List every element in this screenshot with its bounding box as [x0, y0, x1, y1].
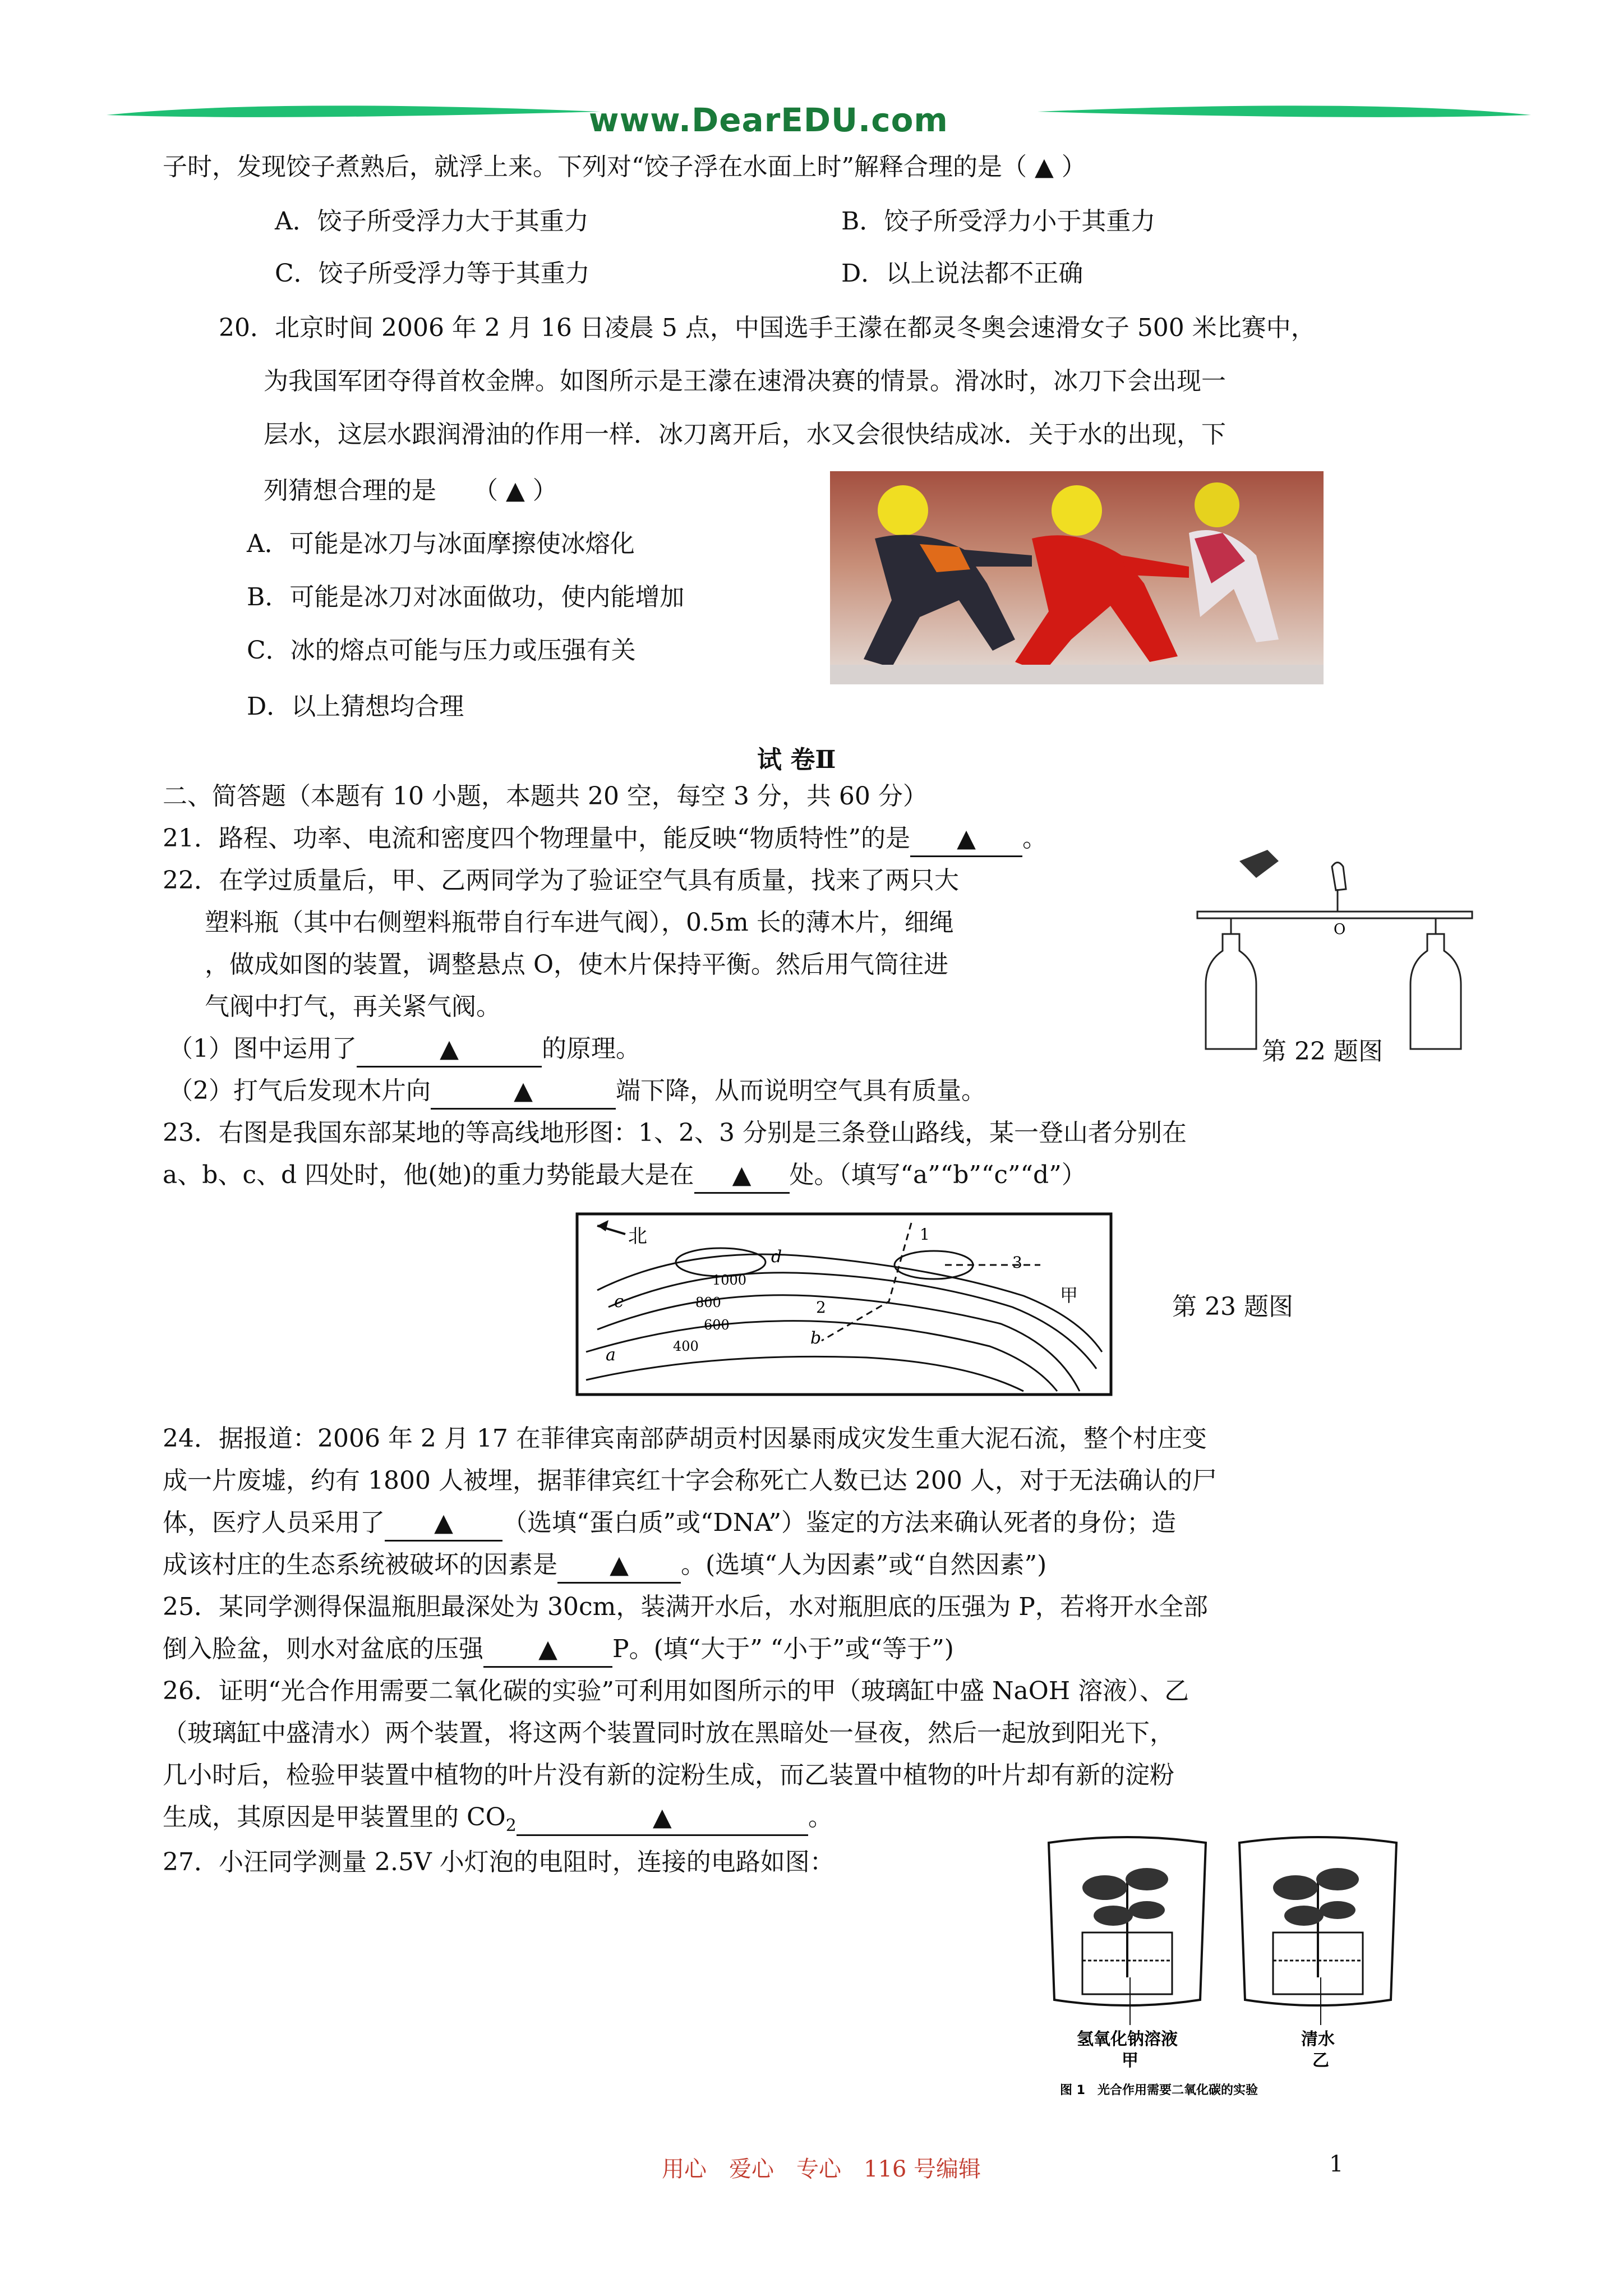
q20-option-c: C．冰的熔点可能与压力或压强有关 [247, 636, 636, 665]
q19-option-a: A．饺子所受浮力大于其重力 [275, 207, 589, 236]
q20-line-2: 为我国军团夺得首枚金牌。如图所示是王濛在速滑决赛的情景。滑冰时，冰刀下会出现一 [264, 367, 1226, 395]
q20-option-d: D．以上猜想均合理 [247, 692, 464, 721]
q22-sub-2: （2）打气后发现木片向 ▲ 端下降，从而说明空气具有质量。 [168, 1074, 986, 1110]
q19-option-d: D．以上说法都不正确 [841, 259, 1083, 288]
q24-line-4: 成该村庄的生态系统被破坏的因素是 ▲ 。(选填“人为因素”或“自然因素”) [163, 1548, 1046, 1584]
jar-left-name: 甲 [1122, 2051, 1138, 2070]
q23-line-1: 23．右图是我国东部某地的等高线地形图：1、2、3 分别是三条登山路线，某一登山者分别在 [163, 1119, 1187, 1147]
speed-skating-photo [830, 471, 1324, 684]
q19-option-b: B．饺子所受浮力小于其重力 [841, 207, 1156, 236]
contour-label-1000: 1000 [712, 1272, 747, 1288]
q27-text: 27．小汪同学测量 2.5V 小灯泡的电阻时，连接的电路如图： [163, 1848, 834, 1876]
q20-line-3: 层水，这层水跟润滑油的作用一样．冰刀离开后，水又会很快结成冰．关于水的出现，下 [264, 420, 1226, 449]
footer-slogan: 用心 爱心 专心 116 号编辑 [662, 2156, 981, 2182]
q26-line-1: 26．证明“光合作用需要二氧化碳的实验”可利用如图所示的甲（玻璃缸中盛 NaOH 溶液）、乙 [163, 1677, 1189, 1705]
q22-line-3: ，做成如图的装置，调整悬点 O，使木片保持平衡。然后用气筒往进 [205, 950, 949, 979]
q26-line-3: 几小时后，检验甲装置中植物的叶片没有新的淀粉生成，而乙装置中植物的叶片却有新的淀粉 [163, 1761, 1174, 1789]
q20-option-a: A．可能是冰刀与冰面摩擦使冰熔化 [247, 530, 635, 558]
q22-line-2: 塑料瓶（其中右侧塑料瓶带自行车进气阀），0.5m 长的薄木片，细绳 [205, 908, 954, 937]
point-b-label: b [810, 1328, 822, 1348]
q19-stem: 子时，发现饺子煮熟后，就浮上来。下列对“饺子浮在水面上时”解释合理的是（ ▲ ） [163, 153, 1086, 181]
contour-label-800: 800 [695, 1295, 721, 1310]
header-wave-right [1026, 98, 1531, 132]
pivot-label: O [1334, 921, 1346, 938]
jar-left-label: 氢氧化钠溶液 [1077, 2030, 1178, 2049]
q24-line-1: 24．据报道：2006 年 2 月 17 在菲律宾南部萨胡贡村因暴雨成灾发生重大泥石流，整个村庄变 [163, 1424, 1207, 1453]
q22-line-4: 气阀中打气，再关紧气阀。 [205, 992, 501, 1021]
q25-line-2: 倒入脸盆，则水对盆底的压强 ▲ P。(填“大于” “小于”或“等于”) [163, 1632, 954, 1668]
q26-line-4: 生成，其原因是甲装置里的 $CO_2$ ▲ 。 [163, 1801, 833, 1843]
q22-line-1: 22．在学过质量后，甲、乙两同学为了验证空气具有质量，找来了两只大 [163, 866, 959, 895]
site-logo: www.DearEDU.com [589, 101, 948, 139]
q26-line-2: （玻璃缸中盛清水）两个装置，将这两个装置同时放在黑暗处一昼夜，然后一起放到阳光下， [163, 1719, 1174, 1747]
jar-right-label: 清水 [1301, 2030, 1335, 2049]
contour-label-600: 600 [704, 1317, 730, 1333]
photosynthesis-jars-figure [1038, 1832, 1430, 2101]
route-2-label: 2 [816, 1298, 826, 1317]
q23-caption: 第 23 题图 [1172, 1292, 1293, 1321]
point-c-label: c [614, 1292, 624, 1312]
point-a-label: a [606, 1345, 616, 1365]
page-number: 1 [1329, 2151, 1344, 2177]
q20-line-4: 列猜想合理的是 （ ▲ ） [264, 476, 557, 505]
q22-caption: 第 22 题图 [1262, 1037, 1383, 1066]
balance-bottles-figure [1189, 850, 1481, 1063]
contour-label-400: 400 [673, 1338, 699, 1354]
section-title: 试 卷Ⅱ [757, 746, 836, 774]
q22-sub-1: （1）图中运用了 ▲ 的原理。 [168, 1032, 640, 1068]
q21-text: 21．路程、功率、电流和密度四个物理量中，能反映“物质特性”的是 ▲ 。 [163, 822, 1047, 857]
map-north-label: 北 [628, 1225, 647, 1248]
q24-line-2: 成一片废墟，约有 1800 人被埋，据菲律宾红十字会称死亡人数已达 200 人，对于无法确认的尸 [163, 1466, 1217, 1495]
figure-caption: 图 1 光合作用需要二氧化碳的实验 [1060, 2083, 1258, 2097]
q20-line-1: 20．北京时间 2006 年 2 月 16 日凌晨 5 点，中国选手王濛在都灵冬奥会速滑女子 500 米比赛中， [219, 314, 1316, 342]
point-d-label: d [771, 1247, 782, 1267]
q23-line-2: a、b、c、d 四处时，他(她)的重力势能最大是在 ▲ 处。（填写“a”“b”“c”“d”） [163, 1158, 1086, 1194]
q25-line-1: 25．某同学测得保温瓶胆最深处为 30cm，装满开水后，水对瓶胆底的压强为 P，若将开水全部 [163, 1593, 1208, 1621]
q24-line-3: 体，医疗人员采用了 ▲ （选填“蛋白质”或“DNA”）鉴定的方法来确认死者的身份；造 [163, 1506, 1176, 1542]
contour-map [575, 1212, 1113, 1397]
route-3-label: 3 [1012, 1253, 1022, 1272]
jar-right-name: 乙 [1312, 2051, 1329, 2070]
header-wave-left [107, 98, 611, 132]
region-label: 甲 [1060, 1285, 1078, 1306]
q19-option-c: C．饺子所受浮力等于其重力 [275, 259, 590, 288]
section-heading: 二、简答题（本题有 10 小题，本题共 20 空，每空 3 分，共 60 分） [163, 782, 928, 811]
q20-option-b: B．可能是冰刀对冰面做功，使内能增加 [247, 583, 685, 611]
route-1-label: 1 [920, 1225, 930, 1244]
